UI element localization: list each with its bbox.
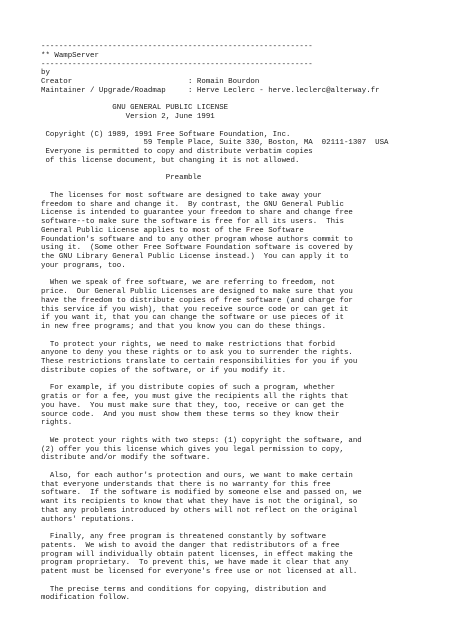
text-line: License is intended to guarantee your freedom to share and change free	[41, 209, 353, 218]
text-line: distribute and/or modify the software.	[41, 454, 211, 463]
text-line: source code. And you must show them these terms so they know their	[41, 410, 340, 419]
blank-line	[41, 376, 389, 385]
text-line: To protect your rights, we need to make restrictions that forbid	[41, 340, 336, 349]
text-line: Copyright (C) 1989, 1991 Free Software Foundation, Inc.	[41, 130, 291, 139]
text-line: software--to make sure the software is free for all its users. This	[41, 218, 344, 226]
text-line: you have. You must make sure that they, too, receive or can get the	[41, 401, 344, 410]
text-line: in new free programs; and that you know you can do these things.	[41, 323, 327, 331]
blank-line	[41, 332, 389, 341]
text-line: 59 Temple Place, Suite 330, Boston, MA 02111-1307 USA	[41, 139, 389, 148]
text-line: of this license document, but changing it is not allowed.	[41, 156, 300, 165]
text-line: distribute copies of the software, or if you modify it.	[41, 366, 287, 375]
text-line: The precise terms and conditions for copying, distribution and	[41, 585, 327, 594]
text-line: We protect your rights with two steps: (1) copyright the software, and	[41, 436, 362, 445]
text-line: your programs, too.	[41, 261, 126, 270]
text-line: ** WampServer	[41, 51, 99, 60]
text-line: Creator : Romain Bourdon	[41, 78, 260, 86]
text-line: program proprietary. To prevent this, we have made it clear that any	[41, 559, 349, 568]
text-line: want its recipients to know that what they have is not the original, so	[41, 498, 358, 506]
text-line: freedom to share and change it. By contrast, the GNU General Public	[41, 200, 344, 209]
blank-line	[41, 271, 389, 280]
blank-line	[41, 96, 389, 105]
text-line: have the freedom to distribute copies of free software (and charge for	[41, 296, 353, 305]
text-line: Finally, any free program is threatened constantly by software	[41, 533, 327, 541]
text-line: authors' reputations.	[41, 515, 135, 524]
license-text	[41, 43, 389, 603]
text-line: by	[41, 69, 50, 78]
text-line: GNU GENERAL PUBLIC LICENSE	[41, 104, 229, 113]
text-line: The licenses for most software are designed to take away your	[41, 191, 322, 200]
text-line: Version 2, June 1991	[41, 113, 215, 121]
blank-line	[41, 183, 389, 192]
text-line: that any problems introduced by others will not reflect on the original	[41, 506, 358, 515]
blank-line	[41, 463, 389, 472]
text-line: this service if you wish), that you receive source code or can get it	[41, 305, 349, 314]
text-line: Also, for each author's protection and ours, we want to make certain	[41, 471, 353, 480]
blank-line	[41, 428, 389, 437]
text-line: Everyone is permitted to copy and distribute verbatim copies	[41, 148, 313, 156]
text-line: program will individually obtain patent licenses, in effect making the	[41, 550, 353, 559]
text-line: patents. We wish to avoid the danger that redistributors of a free	[41, 541, 340, 550]
text-line: using it. (Some other Free Software Foundation software is covered by	[41, 244, 353, 253]
text-line: Foundation's software and to any other program whose authors commit to	[41, 235, 353, 244]
text-line: gratis or for a fee, you must give the recipients all the rights that	[41, 393, 349, 401]
text-line: that everyone understands that there is no warranty for this free	[41, 480, 331, 489]
text-line: modification follow.	[41, 594, 131, 603]
blank-line	[41, 122, 389, 131]
blank-line	[41, 577, 389, 586]
text-line: General Public License applies to most of the Free Software	[41, 226, 304, 235]
text-line: price. Our General Public Licenses are designed to make sure that you	[41, 288, 353, 296]
text-line: the GNU Library General Public License instead.) You can apply it to	[41, 253, 349, 261]
text-line: Maintainer / Upgrade/Roadmap : Herve Leclerc - herve.leclerc@alterway.fr	[41, 86, 380, 95]
text-line: (2) offer you this license which gives you legal permission to copy,	[41, 445, 344, 454]
text-line: if you want it, that you can change the software or use pieces of it	[41, 314, 344, 323]
text-line: rights.	[41, 419, 73, 428]
text-line: For example, if you distribute copies of such a program, whether	[41, 384, 336, 393]
blank-line	[41, 524, 389, 533]
text-line: software. If the software is modified by someone else and passed on, we	[41, 489, 362, 498]
text-line: -------------------------------------------------------------	[41, 43, 313, 51]
text-line: These restrictions translate to certain responsibilities for you if you	[41, 358, 358, 366]
text-line: patent must be licensed for everyone's free use or not licensed at all.	[41, 568, 358, 576]
text-line: Preamble	[41, 174, 202, 183]
text-line: anyone to deny you these rights or to ask you to surrender the rights.	[41, 349, 353, 358]
text-line: -------------------------------------------------------------	[41, 60, 313, 69]
blank-line	[41, 166, 389, 175]
text-line: When we speak of free software, we are referring to freedom, not	[41, 279, 336, 288]
